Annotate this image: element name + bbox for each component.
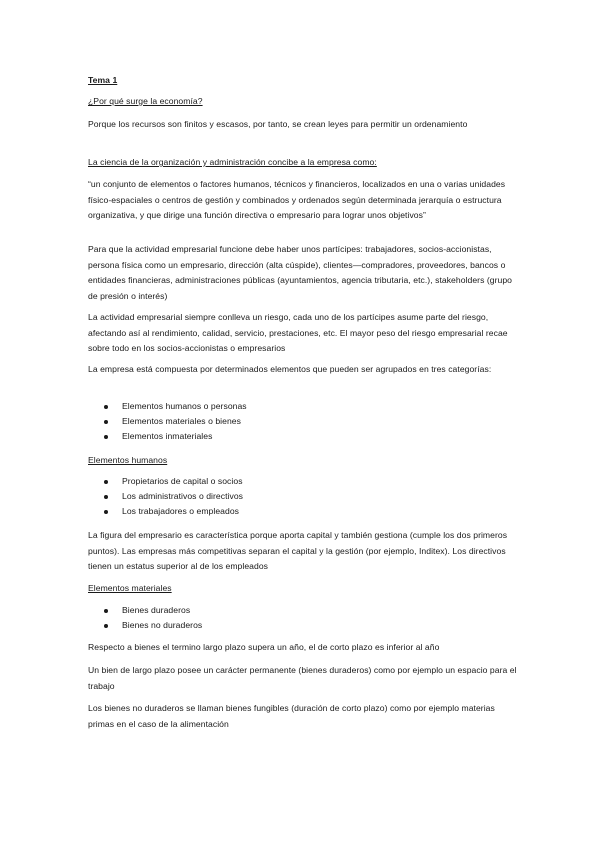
bullet-icon	[104, 405, 108, 409]
term-paragraph: Respecto a bienes el termino largo plazo supera un año, el de corto plazo es inferior al año	[88, 642, 440, 652]
list-item: Los trabajadores o empleados	[88, 504, 523, 519]
non-durable-paragraph: Los bienes no duraderos se llaman bienes fungibles (duración de corto plazo) como por ejemplo materias primas en el caso de la alimentación	[88, 703, 495, 729]
definition-heading: La ciencia de la organización y administración concibe a la empresa como:	[88, 157, 377, 167]
list-item: Bienes no duraderos	[88, 618, 523, 633]
human-elements-list	[88, 474, 523, 519]
categories-list	[88, 399, 523, 444]
bullet-icon	[104, 420, 108, 424]
participants-paragraph: Para que la actividad empresarial funcione debe haber unos partícipes: trabajadores, socios-accionistas, persona física como un empresario, dirección (alta cúspide), clientes—compradores, proveedores, bancos o entidades financieras, administraciones públicas (ayuntamientos, agencia tributaria, etc.), stakeholders (grupo de presión o interés)	[88, 244, 513, 301]
human-elements-heading: Elementos humanos	[88, 455, 168, 465]
bullet-icon	[104, 510, 108, 514]
bullet-icon	[104, 495, 108, 499]
list-item: Los administrativos o directivos	[88, 489, 523, 504]
list-item: Bienes duraderos	[88, 603, 523, 618]
list-item: Elementos materiales o bienes	[88, 414, 523, 429]
elements-intro-paragraph: La empresa está compuesta por determinados elementos que pueden ser agrupados en tres categorías:	[88, 364, 492, 374]
answer-paragraph: Porque los recursos son finitos y escasos, por tanto, se crean leyes para permitir un ordenamiento	[88, 119, 468, 129]
list-item: Elementos inmateriales	[88, 429, 523, 444]
long-term-paragraph: Un bien de largo plazo posee un carácter permanente (bienes duraderos) como por ejemplo un espacio para el trabajo	[88, 665, 517, 691]
page-title: Tema 1	[88, 75, 118, 85]
material-elements-heading: Elementos materiales	[88, 583, 172, 593]
bullet-icon	[104, 480, 108, 484]
risk-paragraph: La actividad empresarial siempre conlleva un riesgo, cada uno de los partícipes asume parte del riesgo, afectando así al rendimiento, calidad, servicio, prestaciones, etc. El mayor peso del riesgo empresarial recae sobre todo en los socios-accionistas o empresarios	[88, 312, 508, 353]
bullet-icon	[104, 435, 108, 439]
bullet-icon	[104, 624, 108, 628]
definition-quote: “un conjunto de elementos o factores humanos, técnicos y financieros, localizados en una o varias unidades físico-espaciales o centros de gestión y combinados y ordenados según determinada jerarquía o estructura organizativa, y que dirige una función directiva o empresario para lograr unos objetivos”	[88, 179, 506, 220]
list-item: Propietarios de capital o socios	[88, 474, 523, 489]
entrepreneur-paragraph: La figura del empresario es característica porque aporta capital y también gestiona (cumple los dos primeros puntos). Las empresas más competitivas separan el capital y la gestión (por ejemplo, Inditex). Los directivos tienen un estatus superior al de los empleados	[88, 530, 508, 571]
list-item: Elementos humanos o personas	[88, 399, 523, 414]
question-heading: ¿Por qué surge la economía?	[88, 96, 203, 106]
bullet-icon	[104, 609, 108, 613]
material-elements-list	[88, 603, 523, 633]
